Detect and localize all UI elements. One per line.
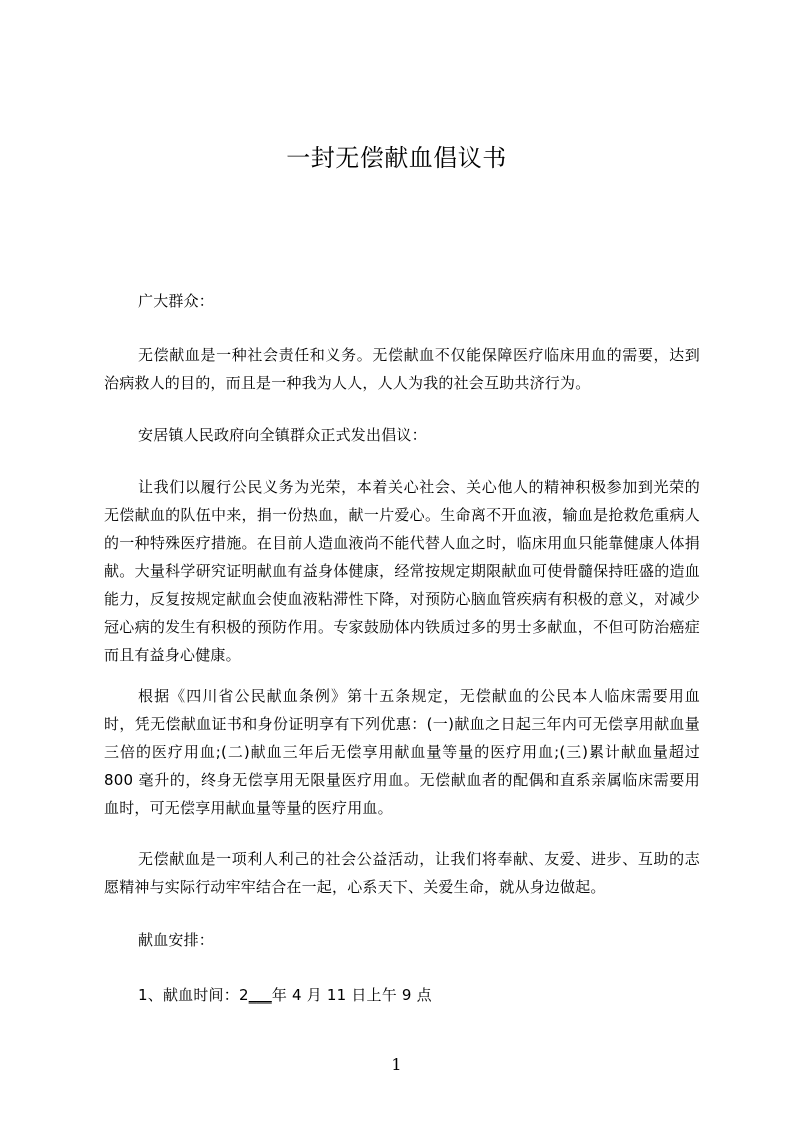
document-title: 一封无偿献血倡议书 [286,144,507,172]
arrangement-item-1 [104,981,700,1009]
item1-year-blank: ___ [248,986,272,1004]
salutation: 广大群众： [138,292,215,310]
paragraph-2: 安居镇人民政府向全镇群众正式发出倡议： [138,426,427,444]
paragraph-5: 无偿献血是一项利人利己的社会公益活动，让我们将奉献、友爱、进步、互助的志愿精神与实际行动牢牢结合在一起，心系天下、关爱生命，就从身边做起。 [104,850,700,896]
page-number: 1 [391,1055,402,1074]
paragraph-1: 无偿献血是一种社会责任和义务。无偿献血不仅能保障医疗临床用血的需要，达到治病救人的目的，而且是一种我为人人，人人为我的社会互助共济行为。 [104,346,700,392]
paragraph-4: 根据《四川省公民献血条例》第十五条规定，无偿献血的公民本人临床需要用血时，凭无偿献血证书和身份证明享有下列优惠：(一)献血之日起三年内可无偿享用献血量三倍的医疗用血;(二)献血三年后无偿享用献血量等量的医疗用血;(三)累计献血量超过 800 毫升的，终身无偿享用无限量医疗用血。无偿献血者的配偶和直系亲属临床需要用血时，可无偿享用献血量等量的医疗用血。 [104,687,700,817]
arrangement-heading: 献血安排： [138,931,215,949]
item1-prefix: 1、献血时间：2 [138,986,249,1004]
item1-suffix: 年 4 月 11 日上午 9 点 [271,986,432,1004]
paragraph-3: 让我们以履行公民义务为光荣，本着关心社会、关心他人的精神积极参加到光荣的无偿献血的队伍中来，捐一份热血，献一片爱心。生命离不开血液，输血是抢救危重病人的一种特殊医疗措施。在目前人造血液尚不能代替人血之时，临床用血只能靠健康人体捐献。大量科学研究证明献血有益身体健康，经常按规定期限献血可使骨髓保持旺盛的造血能力，反复按规定献血会使血液粘滞性下降，对预防心脑血管疾病有积极的意义，对减少冠心病的发生有积极的预防作用。专家鼓励体内铁质过多的男士多献血，不但可防治癌症而且有益身心健康。 [104,478,700,664]
